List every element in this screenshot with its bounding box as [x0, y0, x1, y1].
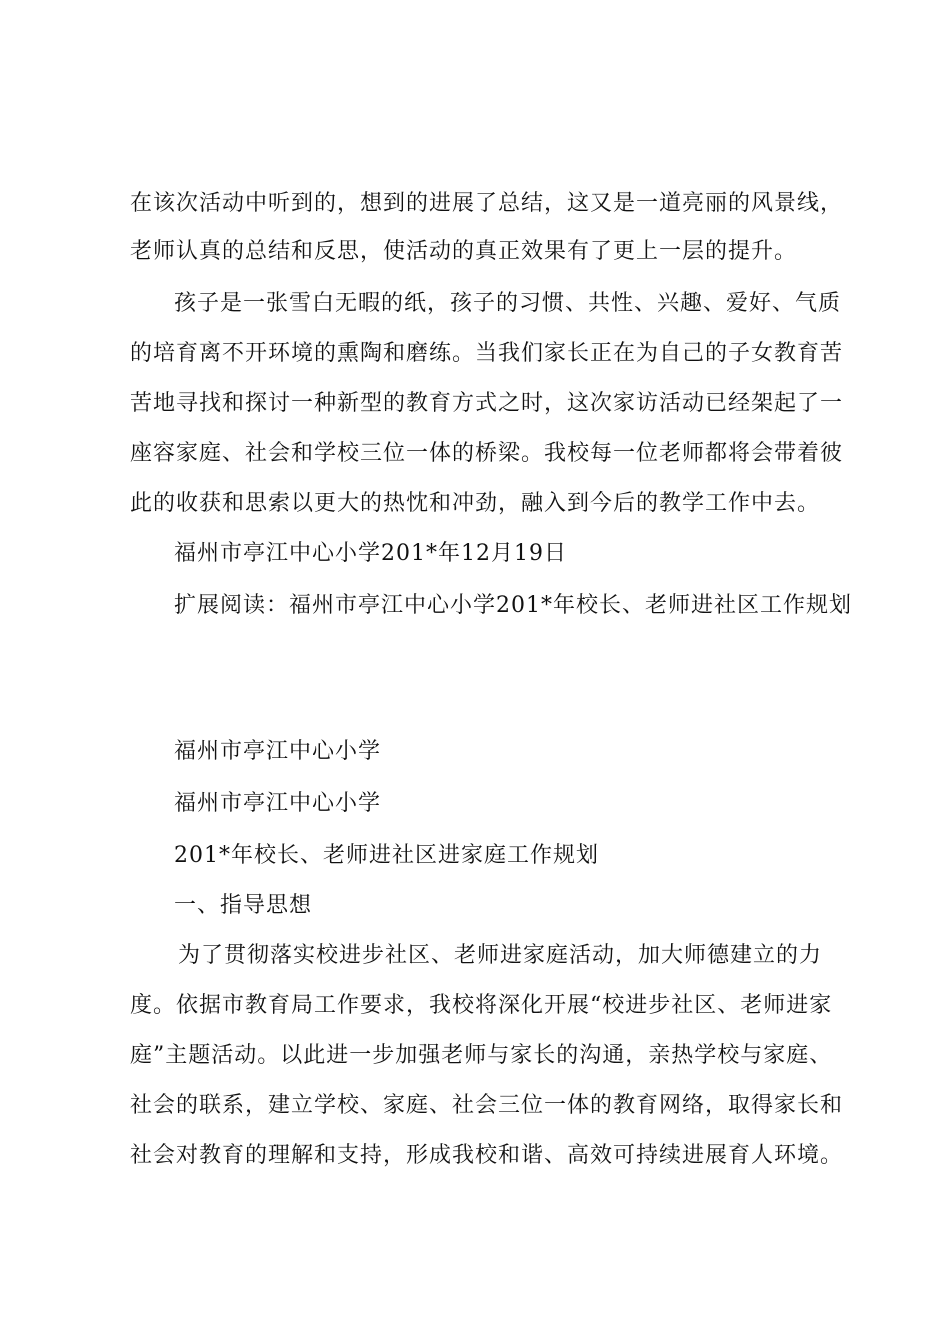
extended-reading-line: 扩展阅读：福州市亭江中心小学201*年校长、老师进社区工作规划: [174, 593, 852, 618]
text-line: 座容家庭、社会和学校三位一体的桥梁。我校每一位老师都将会带着彼: [130, 441, 844, 466]
signature-date: 福州市亭江中心小学201*年12月19日: [174, 541, 567, 566]
text-line: 苦地寻找和探讨一种新型的教育方式之时，这次家访活动已经架起了一: [130, 391, 844, 416]
text-line: 为了贯彻落实校进步社区、老师进家庭活动，加大师德建立的力: [178, 943, 823, 968]
school-name-line: 福州市亭江中心小学: [174, 791, 382, 816]
text-line: 庭”主题活动。以此进一步加强老师与家长的沟通，亲热学校与家庭、: [130, 1043, 833, 1068]
section-heading: 一、指导思想: [174, 893, 313, 918]
document-title: 201*年校长、老师进社区进家庭工作规划: [174, 843, 599, 868]
text-line: 在该次活动中听到的，想到的进展了总结，这又是一道亮丽的风景线，: [130, 191, 844, 216]
text-line: 社会对教育的理解和支持，形成我校和谐、高效可持续进展育人环境。: [130, 1143, 844, 1168]
text-line: 社会的联系，建立学校、家庭、社会三位一体的教育网络，取得家长和: [130, 1093, 844, 1118]
text-line: 此的收获和思索以更大的热忱和冲劲，融入到今后的教学工作中去。: [130, 491, 821, 516]
school-name-line: 福州市亭江中心小学: [174, 739, 382, 764]
text-line: 孩子是一张雪白无暇的纸，孩子的习惯、共性、兴趣、爱好、气质: [174, 291, 842, 316]
text-line: 老师认真的总结和反思，使活动的真正效果有了更上一层的提升。: [130, 239, 798, 264]
text-line: 的培育离不开环境的熏陶和磨练。当我们家长正在为自己的子女教育苦: [130, 341, 844, 366]
text-line: 度。依据市教育局工作要求，我校将深化开展“校进步社区、老师进家: [130, 993, 833, 1018]
